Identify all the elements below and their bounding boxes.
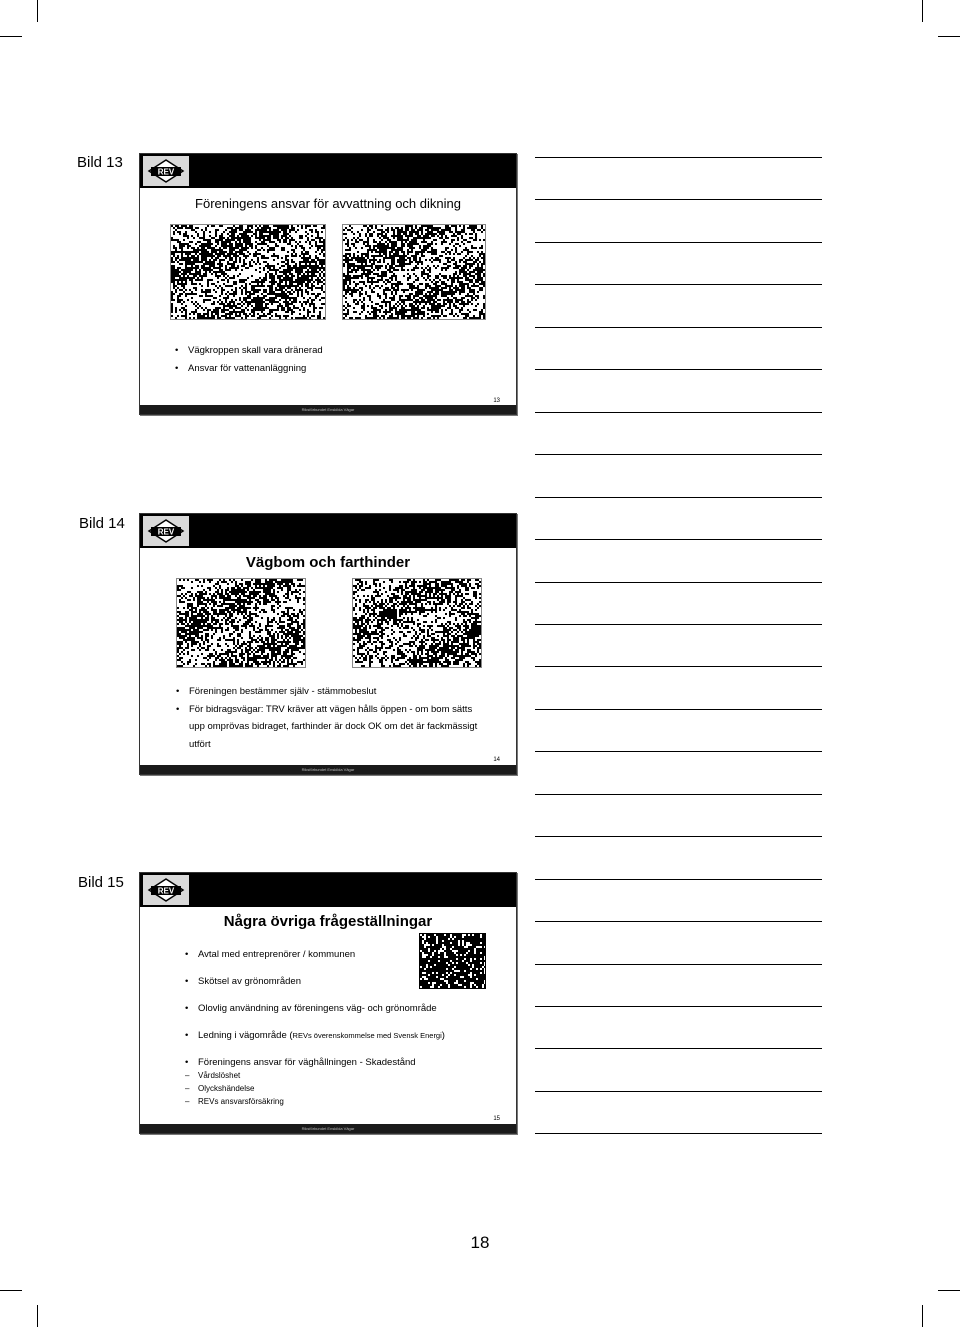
slide-label: Bild 14 [79, 515, 125, 532]
note-line [535, 1006, 822, 1007]
crop-mark [938, 36, 960, 37]
note-line [535, 369, 822, 370]
note-line [535, 412, 822, 413]
slide-15 [139, 872, 517, 1134]
slide-title: Vägbom och farthinder [245, 554, 411, 571]
slide-footer: Riksförbundet Enskilda Vägar [140, 1124, 516, 1133]
slide-title: Några övriga frågeställningar [223, 913, 433, 930]
sub-bullet-item: – Olyckshändelse [180, 1082, 480, 1095]
crop-mark [938, 1290, 960, 1291]
note-line [535, 964, 822, 965]
note-line [535, 327, 822, 328]
note-line [535, 921, 822, 922]
bullet-list [171, 683, 481, 753]
slide-13 [139, 153, 517, 415]
slide-footer: Riksförbundet Enskilda Vägar [140, 405, 516, 414]
ditch-photo [342, 224, 486, 320]
bullet-item: • För bidragsvägar: TRV kräver att vägen hålls öppen - om bom sätts upp omprövas bidraget, farthinder är dock OK om det är fackmässigt utfört [171, 701, 481, 754]
crop-mark [0, 1290, 22, 1291]
page-number: 18 [470, 1233, 490, 1252]
crop-mark [922, 1305, 923, 1327]
note-line [535, 1133, 822, 1134]
slide-header-bar [140, 154, 516, 188]
slide-number: 14 [493, 757, 500, 763]
note-line [535, 794, 822, 795]
rev-logo [143, 156, 189, 186]
sub-bullet-item: – REVs ansvarsförsäkring [180, 1095, 480, 1108]
slide-header-bar [140, 873, 516, 907]
road-photo [170, 224, 326, 320]
bullet-item: • Vägkroppen skall vara dränerad [170, 342, 500, 360]
bullet-item [180, 1029, 480, 1042]
note-line [535, 709, 822, 710]
note-line [535, 582, 822, 583]
speed-bump-photo [352, 578, 482, 668]
bullet-text: Ledning i vägområde ( [198, 1030, 293, 1041]
note-line [535, 242, 822, 243]
slide-footer: Riksförbundet Enskilda Vägar [140, 765, 516, 774]
note-line [535, 539, 822, 540]
svg-text:REV: REV [157, 886, 175, 896]
slide-number: 15 [493, 1116, 500, 1122]
slide-header-bar [140, 514, 516, 548]
note-line [535, 497, 822, 498]
svg-text:REV: REV [157, 527, 175, 537]
bullet-item: • Avtal med entreprenörer / kommunen [180, 948, 480, 961]
note-line [535, 454, 822, 455]
slide-label: Bild 15 [78, 874, 124, 891]
bullet-list [180, 948, 480, 1108]
slide-title: Föreningens ansvar för avvattning och dikning [195, 196, 461, 211]
svg-text:REV: REV [157, 167, 175, 177]
slide-number: 13 [493, 398, 500, 404]
crop-mark [0, 36, 22, 37]
crop-mark [37, 1305, 38, 1327]
bullet-item: • Ansvar för vattenanläggning [170, 360, 500, 378]
crop-mark [922, 0, 923, 22]
bullet-item: • Skötsel av grönområden [180, 975, 480, 988]
bullet-item: • Olovlig användning av föreningens väg- och grönområde [180, 1002, 480, 1015]
note-line [535, 624, 822, 625]
note-line [535, 157, 822, 158]
bullet-text-small: REVs överenskommelse med Svensk Energi [292, 1031, 442, 1040]
barrier-photo [176, 578, 306, 668]
slide-14 [139, 513, 517, 775]
note-line [535, 199, 822, 200]
note-line [535, 666, 822, 667]
note-line [535, 1048, 822, 1049]
slide-label: Bild 13 [77, 154, 123, 171]
bullet-item: • Föreningen bestämmer själv - stämmobeslut [171, 683, 481, 701]
crop-mark [37, 0, 38, 22]
note-line [535, 836, 822, 837]
note-line [535, 1091, 822, 1092]
sub-bullet-item: – Vårdslöshet [180, 1069, 480, 1082]
bullet-text: ) [441, 1030, 445, 1041]
rev-logo [143, 516, 189, 546]
bullet-list [170, 342, 500, 378]
rev-logo [143, 875, 189, 905]
note-line [535, 879, 822, 880]
note-line [535, 751, 822, 752]
note-line [535, 284, 822, 285]
bullet-item: • Föreningens ansvar för väghållningen - Skadestånd [180, 1056, 480, 1069]
